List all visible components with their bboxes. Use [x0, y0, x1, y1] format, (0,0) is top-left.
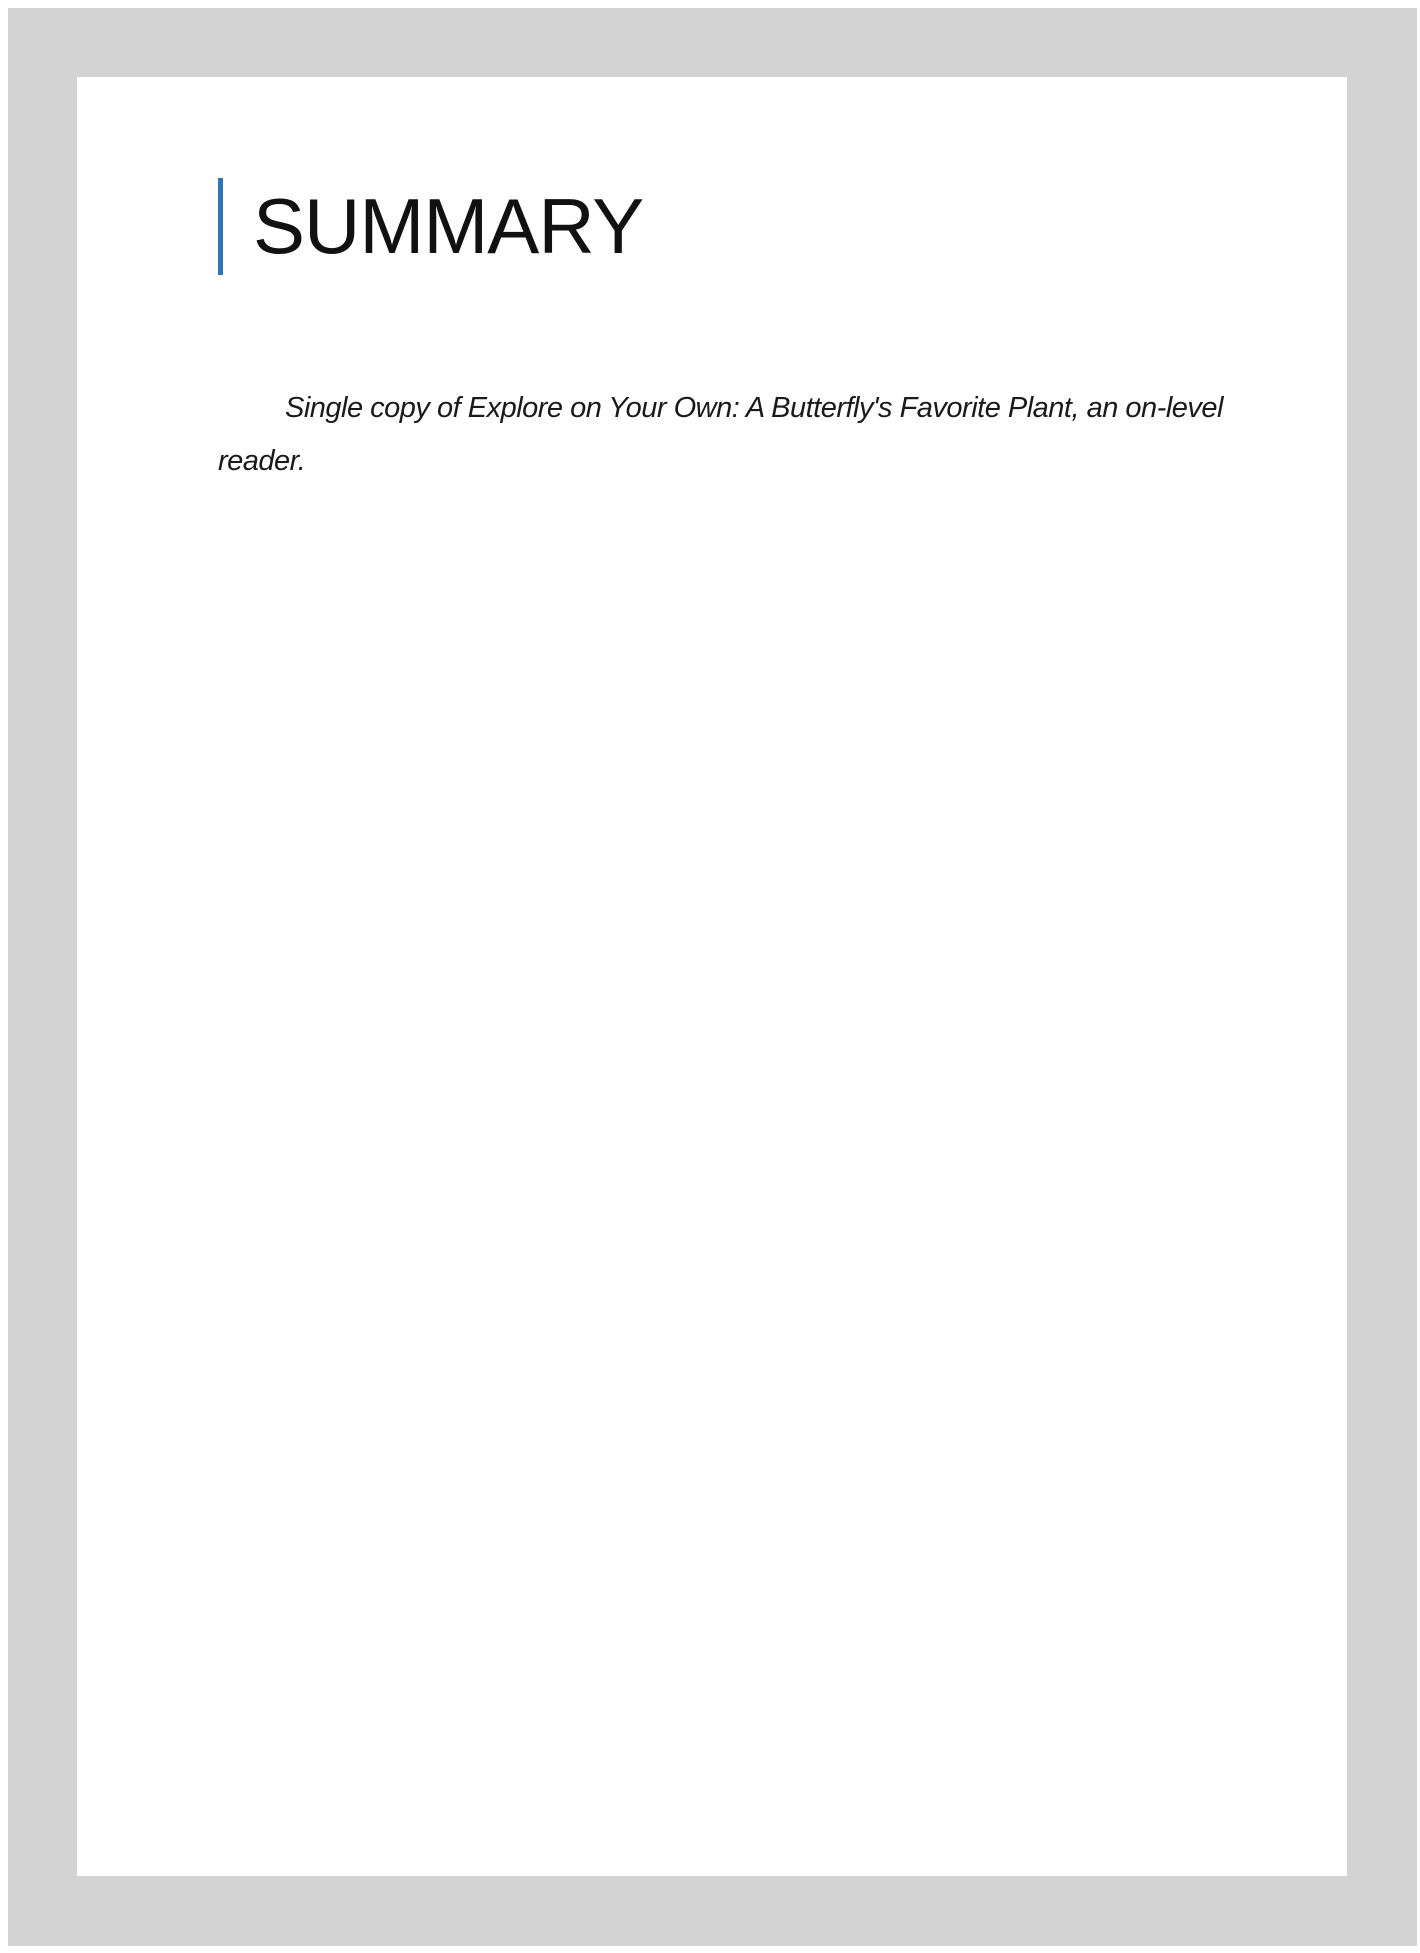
page-title: SUMMARY [253, 182, 644, 270]
summary-text-line-2: reader. [218, 445, 306, 477]
document-page [77, 77, 1347, 1876]
summary-paragraph [218, 382, 1223, 488]
title-block [218, 178, 643, 275]
document-canvas-background [8, 8, 1417, 1946]
title-accent-bar [218, 178, 223, 275]
summary-text-line-1: Single copy of Explore on Your Own: A Butterfly's Favorite Plant, an on-level [285, 392, 1223, 424]
